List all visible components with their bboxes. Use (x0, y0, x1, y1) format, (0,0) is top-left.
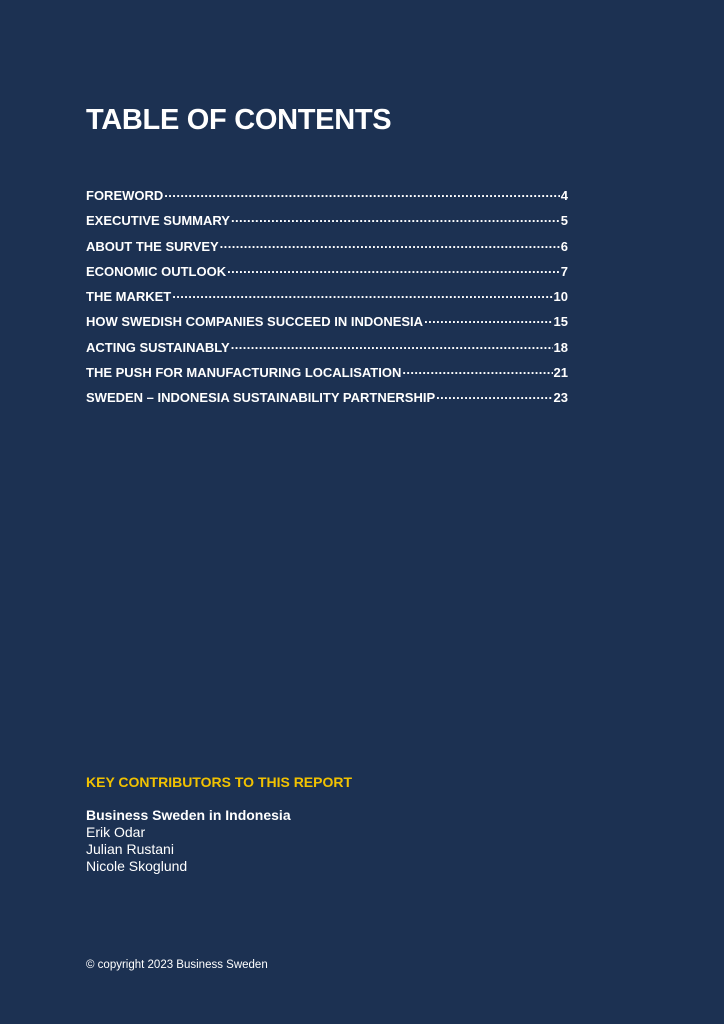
toc-dot-leader (424, 313, 552, 326)
toc-dot-leader (436, 389, 552, 402)
toc-entry-label: EXECUTIVE SUMMARY (86, 213, 230, 229)
contributor-name: Julian Rustani (86, 841, 174, 857)
toc-entry-page: 18 (553, 339, 568, 355)
toc-entry-label: HOW SWEDISH COMPANIES SUCCEED IN INDONESIA (86, 314, 424, 330)
toc-entry-label: ACTING SUSTAINABLY (86, 339, 230, 355)
toc-entry-label: ECONOMIC OUTLOOK (86, 263, 227, 279)
toc-entry-foreword[interactable] (86, 187, 568, 212)
toc-entry-label: THE PUSH FOR MANUFACTURING LOCALISATION (86, 365, 402, 381)
toc-entry-sustainability-partnership[interactable] (86, 389, 568, 414)
contributor-name: Nicole Skoglund (86, 858, 188, 874)
toc-entry-page: 7 (560, 263, 568, 279)
toc-entry-page: 5 (560, 213, 568, 229)
toc-dot-leader (231, 339, 553, 352)
contributors-heading: KEY CONTRIBUTORS TO THIS REPORT (86, 774, 353, 790)
toc-entry-page: 15 (553, 314, 568, 330)
toc-entry-page: 6 (560, 238, 568, 254)
contributors-block (86, 807, 291, 875)
toc-entry-about-the-survey[interactable] (86, 238, 568, 263)
toc-entry-page: 4 (560, 188, 568, 203)
toc-dot-leader (220, 238, 560, 251)
toc-entry-executive-summary[interactable] (86, 212, 568, 237)
toc-entry-label: FOREWORD (86, 188, 164, 203)
toc-list (86, 187, 568, 415)
toc-dot-leader (231, 212, 560, 225)
contributors-organization: Business Sweden in Indonesia (86, 807, 291, 823)
contributor-name: Erik Odar (86, 824, 146, 840)
toc-entry-acting-sustainably[interactable] (86, 339, 568, 364)
toc-entry-how-swedish-companies-succeed[interactable] (86, 313, 568, 338)
toc-entry-label: THE MARKET (86, 289, 172, 305)
toc-entry-label: ABOUT THE SURVEY (86, 238, 219, 254)
copyright-notice: © copyright 2023 Business Sweden (86, 959, 268, 971)
toc-dot-leader (227, 263, 560, 276)
toc-entry-the-market[interactable] (86, 288, 568, 313)
toc-title: TABLE OF CONTENTS (86, 104, 392, 136)
toc-dot-leader (172, 288, 552, 301)
toc-dot-leader (402, 364, 552, 377)
toc-dot-leader (164, 187, 559, 200)
toc-entry-page: 23 (553, 390, 568, 406)
toc-entry-economic-outlook[interactable] (86, 263, 568, 288)
toc-entry-page: 10 (553, 289, 568, 305)
toc-entry-page: 21 (553, 365, 568, 381)
toc-entry-manufacturing-localisation[interactable] (86, 364, 568, 389)
toc-entry-label: SWEDEN – INDONESIA SUSTAINABILITY PARTNERSHIP (86, 390, 436, 406)
